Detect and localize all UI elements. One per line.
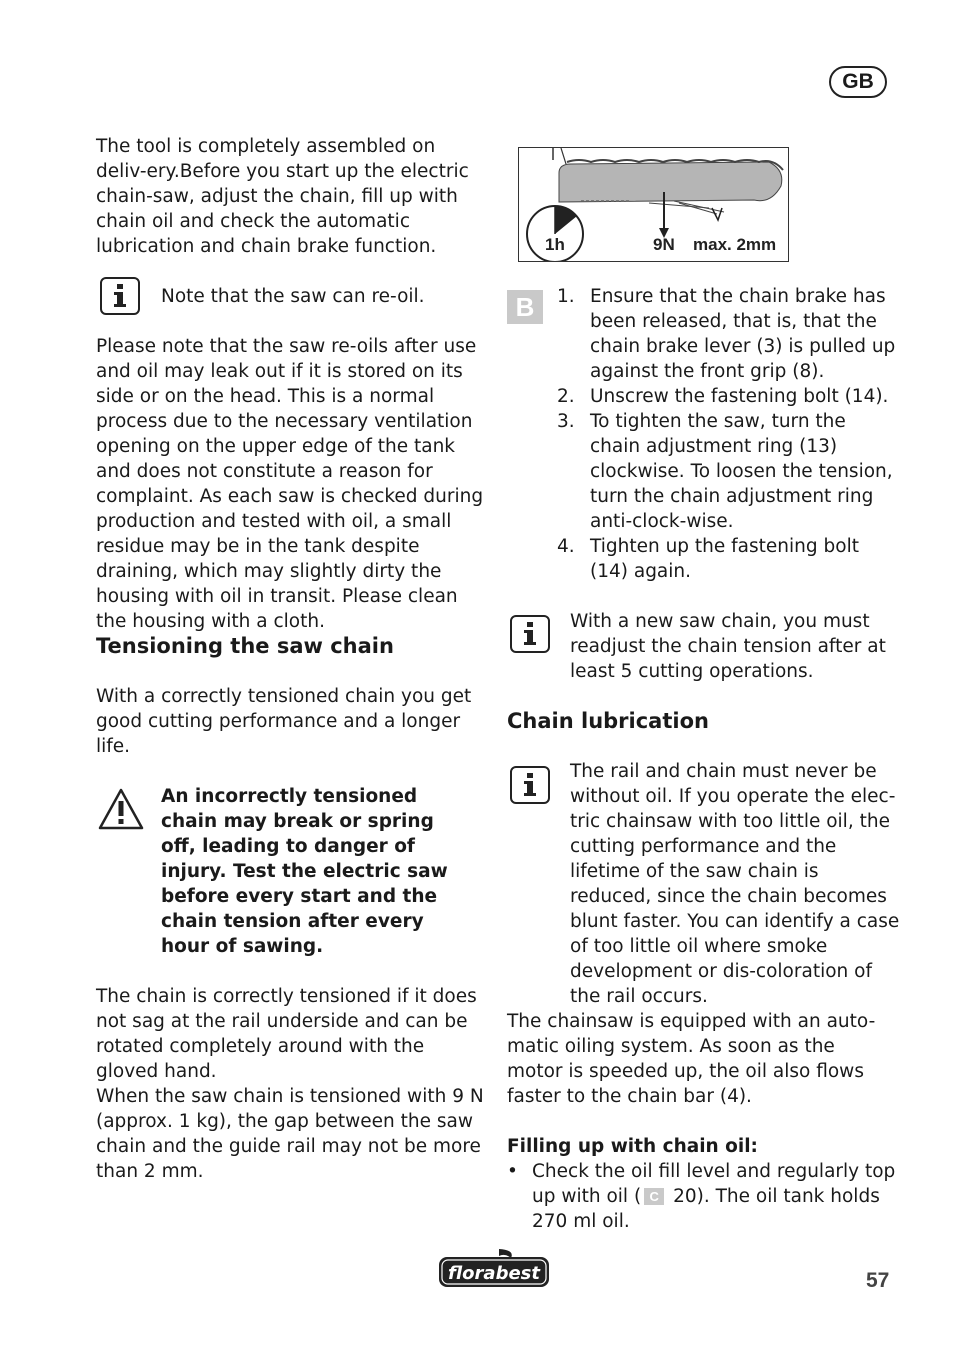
section-c-reference: C <box>644 1188 664 1205</box>
florabest-logo <box>437 1248 551 1290</box>
list-item: 3. To tighten the saw, turn the chain adjustment ring (13) clockwise. To loosen the tension, turn the chain adjustment ring anti-clock-wise. <box>557 411 893 532</box>
logo-text: florabest <box>448 1263 540 1284</box>
language-badge: GB <box>829 66 887 98</box>
tension-paragraph: The chain is correctly tensioned if it does not sag at the rail underside and can be rotated completely around with the gloved hand. <box>96 986 477 1082</box>
tensioning-heading: Tensioning the saw chain <box>96 634 394 658</box>
info-icon <box>510 766 550 804</box>
oiling-paragraph: The chainsaw is equipped with an auto-matic oiling system. As soon as the motor is speeded up, the oil also flows faster to the chain bar (4). <box>507 1011 876 1107</box>
page-number: 57 <box>866 1269 890 1292</box>
reoil-paragraph: Please note that the saw re-oils after use and oil may leak out if it is stored on its side or on the head. This is a normal process due to the necessary ventilation opening on the upper edge of the tank and does not constitute a reason for complaint. As each saw is checked during production and tested with oil, a small residue may be in the tank despite draining, which may slightly dirty the housing with oil in transit. Please clean the housing with a cloth. <box>96 336 484 632</box>
lubrication-note: The rail and chain must never be without oil. If you operate the elec-tric chainsaw with too little oil, the cutting performance and the lifetime of the saw chain is reduced, since the chain becomes blunt faster. You can identify a case of too little oil where smoke development or dis-coloration of the rail occurs. <box>570 761 900 1007</box>
intro-paragraph: The tool is completely assembled on deliv-ery.Before you start up the electric chain-saw, adjust the chain, fill up with chain oil and check the automatic lubrication and chain brake function. <box>96 136 469 257</box>
tension-steps-list <box>557 284 897 584</box>
figure-label-force: 9N <box>653 235 675 254</box>
oil-fill-bullet: • Check the oil fill level and regularly top up with oil ( C 20). The oil tank holds 270 ml oil. <box>507 1161 896 1232</box>
reoil-note: Note that the saw can re-oil. <box>161 286 425 307</box>
warning-text: An incorrectly tensioned chain may break or spring off, leading to danger of injury. Test the electric saw before every start and the chain tension after every hour of sawing. <box>161 786 448 957</box>
warning-icon <box>97 787 145 831</box>
tension-paragraph-2: When the saw chain is tensioned with 9 N (approx. 1 kg), the gap between the saw chain and the guide rail may not be more than 2 mm. <box>96 1086 484 1182</box>
tensioning-intro: With a correctly tensioned chain you get good cutting performance and a longer life. <box>96 686 472 757</box>
list-item: 2. Unscrew the fastening bolt (14). <box>557 386 889 407</box>
chain-tension-figure <box>518 147 789 262</box>
info-icon <box>510 615 550 653</box>
filling-heading: Filling up with chain oil: <box>507 1136 758 1157</box>
figure-label-time: 1h <box>545 235 565 254</box>
list-item: 1. Ensure that the chain brake has been released, that is, that the chain brake lever (3) is pulled up against the front grip (8). <box>557 286 896 382</box>
list-item: 4. Tighten up the fastening bolt (14) again. <box>557 536 859 582</box>
figure-label-gap: max. 2mm <box>693 235 777 254</box>
new-chain-note: With a new saw chain, you must readjust the chain tension after at least 5 cutting operations. <box>570 611 886 682</box>
section-b-marker: B <box>507 290 543 324</box>
info-icon <box>100 277 140 315</box>
lubrication-heading: Chain lubrication <box>507 709 709 733</box>
